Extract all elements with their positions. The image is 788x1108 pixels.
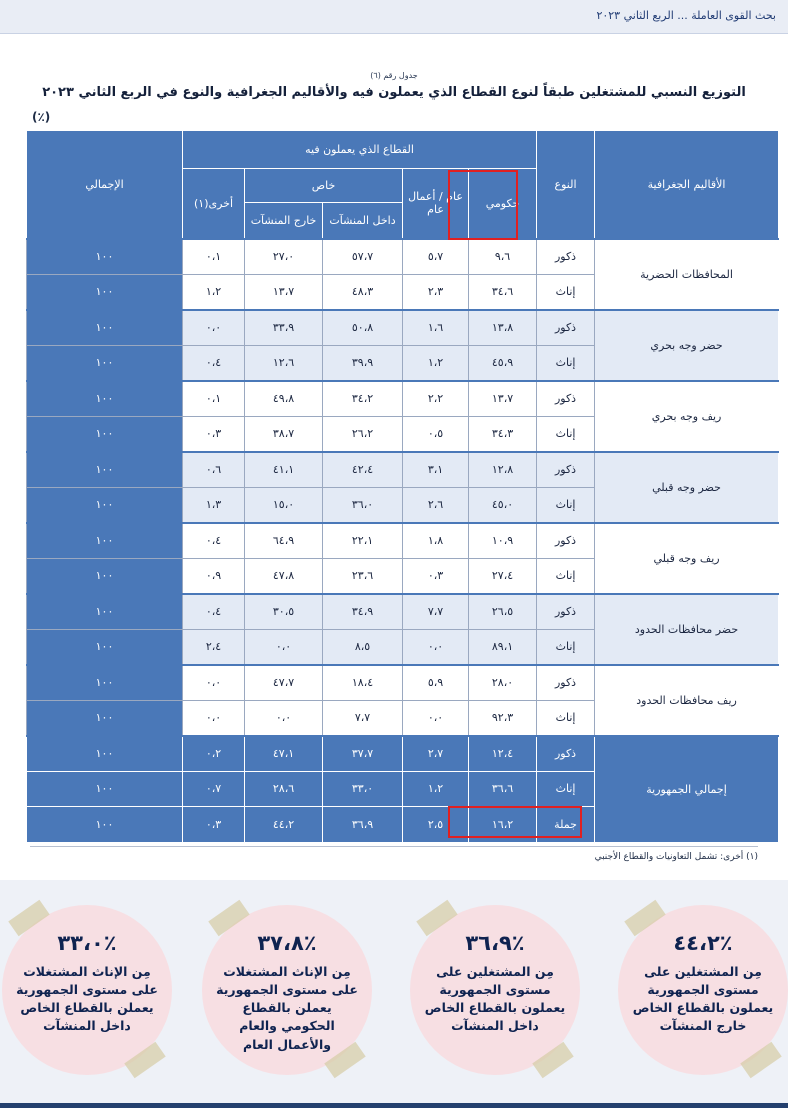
cell-private-inside: ٥٧،٧	[323, 239, 403, 275]
cell-total: ١٠٠	[27, 345, 183, 381]
cell-private-inside: ٤٨،٣	[323, 274, 403, 310]
cell-other: ٢،٤	[183, 629, 245, 665]
cell-government: ٣٦،٦	[469, 771, 537, 807]
cell-private-outside: ٠،٠	[245, 629, 323, 665]
cell-private-outside: ٣٠،٥	[245, 594, 323, 630]
region-label: المحافظات الحضرية	[595, 239, 779, 310]
cell-public: ٠،٣	[403, 558, 469, 594]
cell-public: ٢،٢	[403, 381, 469, 417]
cell-other: ٠،٢	[183, 736, 245, 772]
cell-total: ١٠٠	[27, 736, 183, 772]
cell-other: ٠،٧	[183, 771, 245, 807]
col-header-region: الأقاليم الجغرافية	[595, 131, 779, 239]
sex-label: إناث	[537, 345, 595, 381]
cell-government: ٣٤،٦	[469, 274, 537, 310]
cell-government: ٢٦،٥	[469, 594, 537, 630]
cell-government: ٩،٦	[469, 239, 537, 275]
cell-other: ١،٢	[183, 274, 245, 310]
sex-label: ذكور	[537, 452, 595, 488]
cell-public: ١،٢	[403, 345, 469, 381]
cell-private-outside: ٤٧،١	[245, 736, 323, 772]
cell-public: ١،٢	[403, 771, 469, 807]
cell-other: ٠،٦	[183, 452, 245, 488]
sex-label: إناث	[537, 700, 595, 736]
government-total-highlight	[448, 806, 582, 838]
region-label: حضر محافظات الحدود	[595, 594, 779, 665]
note-percentage: ٪٣٧،٨	[257, 931, 317, 955]
cell-other: ٠،٠	[183, 665, 245, 701]
stat-note	[202, 905, 372, 1075]
region-label: حضر وجه بحري	[595, 310, 779, 381]
cell-government: ٤٥،٩	[469, 345, 537, 381]
cell-other: ٠،٠	[183, 310, 245, 346]
sex-label: ذكور	[537, 239, 595, 275]
cell-private-inside: ٧،٧	[323, 700, 403, 736]
cell-government: ٢٧،٤	[469, 558, 537, 594]
bottom-strip	[0, 1103, 788, 1108]
cell-private-inside: ٣٩،٩	[323, 345, 403, 381]
cell-total: ١٠٠	[27, 487, 183, 523]
cell-public: ٢،٦	[403, 487, 469, 523]
cell-other: ٠،٣	[183, 807, 245, 843]
distribution-table	[26, 130, 779, 843]
stat-note	[2, 905, 172, 1075]
cell-private-outside: ٤٤،٢	[245, 807, 323, 843]
cell-public: ٧،٧	[403, 594, 469, 630]
cell-total: ١٠٠	[27, 629, 183, 665]
note-text: مِن المشتغلين على مستوى الجمهورية يعملون بالقطاع الخاص داخل المنشآت	[424, 964, 566, 1034]
footnote-divider	[30, 846, 758, 847]
cell-private-outside: ٣٨،٧	[245, 416, 323, 452]
sex-label: ذكور	[537, 523, 595, 559]
cell-other: ٠،٠	[183, 700, 245, 736]
col-header-total: الإجمالي	[27, 131, 183, 239]
unit-label: (٪)	[32, 110, 51, 124]
cell-private-outside: ١٣،٧	[245, 274, 323, 310]
col-header-private: خاص	[245, 169, 403, 203]
cell-government: ٩٢،٣	[469, 700, 537, 736]
page-header-text: بحث القوى العاملة ... الربع الثاني ٢٠٢٣	[596, 9, 776, 22]
region-label: ريف وجه بحري	[595, 381, 779, 452]
cell-government: ٤٥،٠	[469, 487, 537, 523]
cell-private-outside: ١٥،٠	[245, 487, 323, 523]
cell-private-inside: ٣٦،٩	[323, 807, 403, 843]
cell-other: ١،٣	[183, 487, 245, 523]
cell-public: ٥،٧	[403, 239, 469, 275]
cell-total: ١٠٠	[27, 523, 183, 559]
cell-private-outside: ٤١،١	[245, 452, 323, 488]
cell-private-inside: ١٨،٤	[323, 665, 403, 701]
note-text: مِن المشتغلين على مستوى الجمهورية يعملون بالقطاع الخاص خارج المنشآت	[632, 964, 774, 1034]
cell-other: ٠،١	[183, 381, 245, 417]
cell-government: ١٢،٨	[469, 452, 537, 488]
sex-label: ذكور	[537, 736, 595, 772]
cell-other: ٠،٤	[183, 523, 245, 559]
cell-government: ٢٨،٠	[469, 665, 537, 701]
sex-label: إناث	[537, 274, 595, 310]
cell-other: ٠،٤	[183, 594, 245, 630]
cell-total: ١٠٠	[27, 807, 183, 843]
cell-other: ٠،١	[183, 239, 245, 275]
cell-private-outside: ٤٧،٧	[245, 665, 323, 701]
col-header-government: حكومي	[469, 169, 537, 239]
sex-label: إناث	[537, 487, 595, 523]
cell-public: ٢،٥	[403, 807, 469, 843]
cell-total: ١٠٠	[27, 700, 183, 736]
table-row	[27, 381, 779, 417]
cell-private-inside: ٢٦،٢	[323, 416, 403, 452]
sex-label: ذكور	[537, 310, 595, 346]
cell-private-outside: ٠،٠	[245, 700, 323, 736]
col-header-private-outside: خارج المنشآت	[245, 203, 323, 239]
region-label: ريف محافظات الحدود	[595, 665, 779, 736]
sex-label: إناث	[537, 416, 595, 452]
note-percentage: ٪٣٣،٠	[57, 931, 117, 955]
cell-total: ١٠٠	[27, 452, 183, 488]
cell-public: ١،٦	[403, 310, 469, 346]
col-header-private-inside: داخل المنشآت	[323, 203, 403, 239]
cell-public: ٢،٧	[403, 736, 469, 772]
cell-private-outside: ٤٩،٨	[245, 381, 323, 417]
cell-private-outside: ٢٧،٠	[245, 239, 323, 275]
cell-private-inside: ٨،٥	[323, 629, 403, 665]
cell-private-inside: ٥٠،٨	[323, 310, 403, 346]
cell-public: ٠،٠	[403, 700, 469, 736]
cell-total: ١٠٠	[27, 558, 183, 594]
col-header-public: عام / أعمال عام	[403, 169, 469, 239]
page-header-bar	[0, 0, 788, 34]
sex-label: ذكور	[537, 594, 595, 630]
cell-public: ٢،٣	[403, 274, 469, 310]
cell-other: ٠،٩	[183, 558, 245, 594]
cell-other: ٠،٤	[183, 345, 245, 381]
cell-public: ٠،٥	[403, 416, 469, 452]
cell-government: ١٢،٤	[469, 736, 537, 772]
table-number: جدول رقم (٦)	[370, 71, 418, 80]
cell-private-inside: ٢٢،١	[323, 523, 403, 559]
table-title: التوزيع النسبي للمشتغلين طبقاً لنوع القطاع الذي يعملون فيه والأقاليم الجغرافية والنوع في الربع الثاني ٢٠٢٣	[42, 85, 746, 100]
cell-public: ٣،١	[403, 452, 469, 488]
cell-total: ١٠٠	[27, 239, 183, 275]
cell-government: ١٣،٨	[469, 310, 537, 346]
cell-government: ١٠،٩	[469, 523, 537, 559]
table-row	[27, 523, 779, 559]
cell-private-inside: ٣٦،٠	[323, 487, 403, 523]
note-text: مِن الإناث المشتغلات على مستوى الجمهورية يعملن بالقطاع الحكومي والعام والأعمال العام	[216, 964, 358, 1052]
cell-private-outside: ٦٤،٩	[245, 523, 323, 559]
table-row	[27, 736, 779, 772]
cell-private-inside: ٣٧،٧	[323, 736, 403, 772]
col-header-sector: القطاع الذي يعملون فيه	[183, 131, 537, 169]
cell-total: ١٠٠	[27, 416, 183, 452]
sex-label: إناث	[537, 558, 595, 594]
stat-note	[618, 905, 788, 1075]
cell-private-inside: ٤٢،٤	[323, 452, 403, 488]
cell-private-inside: ٣٣،٠	[323, 771, 403, 807]
cell-private-outside: ٣٣،٩	[245, 310, 323, 346]
cell-total: ١٠٠	[27, 594, 183, 630]
cell-public: ٠،٠	[403, 629, 469, 665]
sex-label: إناث	[537, 629, 595, 665]
cell-public: ١،٨	[403, 523, 469, 559]
cell-government: ٣٤،٣	[469, 416, 537, 452]
cell-private-inside: ٣٤،٢	[323, 381, 403, 417]
cell-public: ٥،٩	[403, 665, 469, 701]
cell-total: ١٠٠	[27, 274, 183, 310]
region-label: حضر وجه قبلي	[595, 452, 779, 523]
cell-private-inside: ٣٤،٩	[323, 594, 403, 630]
table-row	[27, 239, 779, 275]
col-header-other: أخرى(١)	[183, 169, 245, 239]
government-header-highlight	[448, 170, 518, 240]
cell-private-inside: ٢٣،٦	[323, 558, 403, 594]
cell-total: ١٠٠	[27, 381, 183, 417]
cell-government: ١٦،٢	[469, 807, 537, 843]
note-percentage: ٪٤٤،٢	[673, 931, 733, 955]
table-row	[27, 594, 779, 630]
region-label: إجمالي الجمهورية	[595, 736, 779, 843]
table-row	[27, 665, 779, 701]
region-label: ريف وجه قبلي	[595, 523, 779, 594]
sex-label: جملة	[537, 807, 595, 843]
sex-label: إناث	[537, 771, 595, 807]
cell-total: ١٠٠	[27, 310, 183, 346]
cell-private-outside: ٢٨،٦	[245, 771, 323, 807]
cell-government: ١٣،٧	[469, 381, 537, 417]
table-row	[27, 452, 779, 488]
cell-total: ١٠٠	[27, 771, 183, 807]
cell-total: ١٠٠	[27, 665, 183, 701]
table-row	[27, 310, 779, 346]
sex-label: ذكور	[537, 381, 595, 417]
note-text: مِن الإناث المشتغلات على مستوى الجمهورية يعملن بالقطاع الخاص داخل المنشآت	[16, 964, 158, 1034]
stat-note	[410, 905, 580, 1075]
note-percentage: ٪٣٦،٩	[465, 931, 525, 955]
cell-other: ٠،٣	[183, 416, 245, 452]
sex-label: ذكور	[537, 665, 595, 701]
cell-private-outside: ٤٧،٨	[245, 558, 323, 594]
cell-private-outside: ١٢،٦	[245, 345, 323, 381]
col-header-sex: النوع	[537, 131, 595, 239]
footnote: (١) أخرى: تشمل التعاونيات والقطاع الأجنبي	[594, 852, 758, 862]
cell-government: ٨٩،١	[469, 629, 537, 665]
